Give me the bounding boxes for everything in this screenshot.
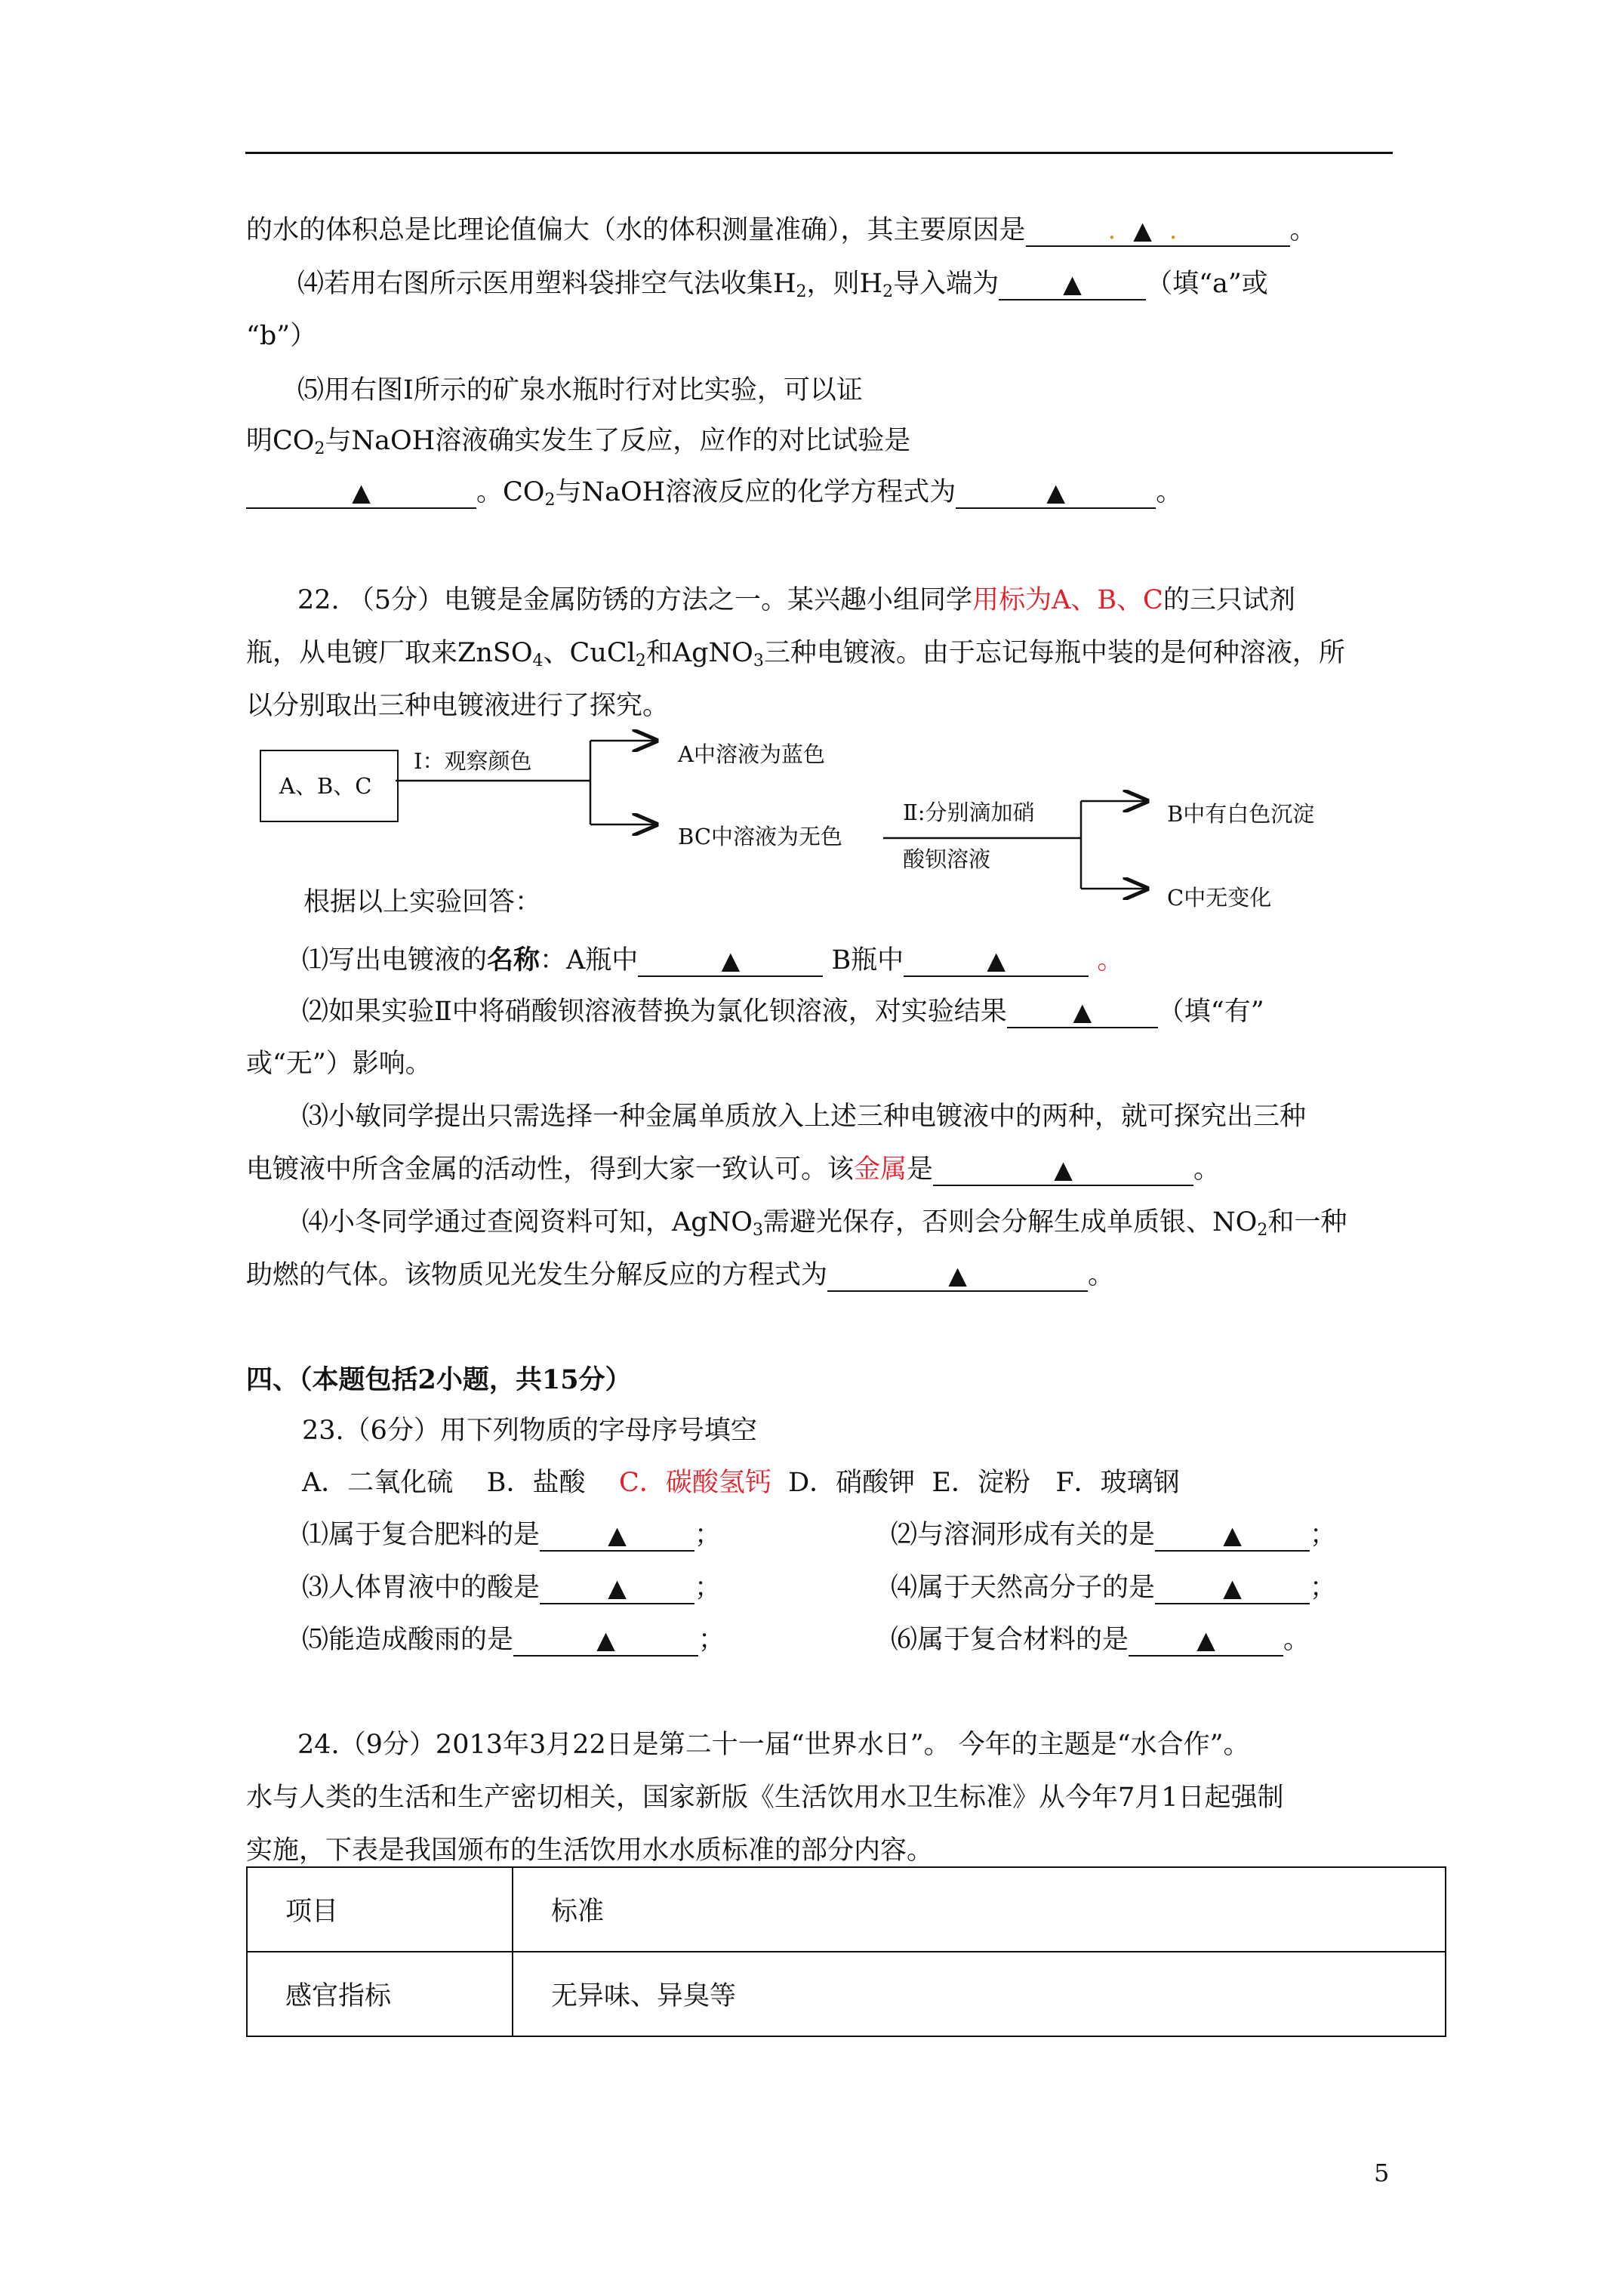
q23-3: ⑶人体胃液中的酸是 ▲ ； [302, 1573, 722, 1603]
table-header-cell: 标准 [513, 1867, 1446, 1952]
q21-5-line3: ▲ 。$CO_2$与NaOH溶液反应的化学方程式为 ▲ 。 [246, 479, 1182, 509]
answer-intro: 根据以上实验回答： [303, 887, 542, 917]
answer-blank[interactable]: ▲ [540, 1522, 694, 1552]
flow-step2-line2: 酸钡溶液 [903, 846, 991, 872]
page-number: 5 [1374, 2159, 1390, 2187]
q22-4-cont: 助燃的气体。该物质见光发生分解反应的方程式为 ▲ 。 [246, 1260, 1115, 1290]
q21-3-tail: 的水的体积总是比理论值偏大（水的体积测量准确），其主要原因是 . ▲ . 。 [246, 215, 1317, 245]
answer-blank[interactable]: ▲ [933, 1157, 1193, 1186]
flow-result-a: A中溶液为蓝色 [678, 741, 825, 767]
answer-blank[interactable]: ▲ [246, 479, 476, 509]
q23-2: ⑵与溶洞形成有关的是 ▲ ； [891, 1520, 1337, 1550]
option-f: F．玻璃钢 [1055, 1468, 1180, 1498]
table-header-row [247, 1867, 1446, 1952]
flow-step1-label: Ⅰ：观察颜色 [414, 748, 532, 774]
q23-options [302, 1470, 1180, 1496]
q22-3: ⑶小敏同学提出只需选择一种金属单质放入上述三种电镀液中的两种，就可探究出三种 [302, 1102, 1307, 1132]
q22-stem: 22. （5分）电镀是金属防锈的方法之一。某兴趣小组同学用标为A、B、C的三只试剂 [297, 585, 1295, 615]
answer-blank[interactable]: ▲ [513, 1627, 698, 1657]
table-cell: 无异味、异臭等 [513, 1952, 1446, 2036]
answer-blank[interactable]: ▲ [904, 948, 1089, 977]
q24-stem: 24.（9分）2013年3月22日是第二十一届“世界水日”。 今年的主题是“水合作”。 [297, 1730, 1250, 1760]
answer-blank[interactable]: ▲ [1129, 1627, 1283, 1657]
q21-4-cont: “b”） [246, 321, 317, 351]
q22-stem-3: 以分别取出三种电镀液进行了探究。 [246, 691, 670, 721]
table-row [247, 1952, 1446, 2036]
q22-2: ⑵如果实验Ⅱ中将硝酸钡溶液替换为氯化钡溶液，对实验结果 ▲ （填“有” [302, 997, 1264, 1027]
table-cell: 感官指标 [247, 1952, 513, 2036]
q23-6: ⑹属于复合材料的是 ▲ 。 [891, 1625, 1310, 1655]
q23-stem: 23.（6分）用下列物质的字母序号填空 [302, 1416, 757, 1446]
q22-3-cont: 电镀液中所含金属的活动性，得到大家一致认可。该金属是 ▲ 。 [246, 1154, 1221, 1185]
option-a: A．二氧化硫 [302, 1468, 454, 1498]
q23-4: ⑷属于天然高分子的是 ▲ ； [891, 1573, 1337, 1603]
q24-stem-3: 实施，下表是我国颁布的生活饮用水水质标准的部分内容。 [246, 1835, 934, 1866]
option-c: C．碳酸氢钙 [619, 1468, 771, 1498]
option-d: D．硝酸钾 [788, 1468, 916, 1498]
answer-blank[interactable]: ▲ [540, 1575, 694, 1604]
q21-5-line2: 明$CO_2$与NaOH溶液确实发生了反应，应作的对比试验是 [246, 426, 911, 458]
flow-result-b: B中有白色沉淀 [1167, 801, 1315, 827]
option-e: E．淀粉 [932, 1468, 1030, 1498]
q21-4: ⑷若用右图所示医用塑料袋排空气法收集$H_2$，则$H_2$导入端为 ▲ （填“a”或 [297, 269, 1268, 301]
flow-result-c: C中无变化 [1167, 885, 1272, 911]
answer-blank[interactable]: ▲ [1155, 1575, 1310, 1604]
q22-2-cont: 或“无”）影响。 [246, 1049, 432, 1079]
answer-blank[interactable]: ▲ [1007, 999, 1158, 1028]
q23-1: ⑴属于复合肥料的是 ▲ ； [302, 1520, 722, 1550]
q22-stem-2: 瓶，从电镀厂取来ZnSO$_4$、CuCl$_2$和AgNO$_3$三种电镀液。由于忘记每瓶中装的是何种溶液，所 [246, 638, 1345, 670]
option-b: B．盐酸 [486, 1468, 586, 1498]
answer-blank[interactable]: ▲ [827, 1262, 1088, 1292]
answer-blank[interactable]: . ▲ . [1026, 217, 1290, 247]
flow-start-label: A、B、C [279, 773, 372, 799]
answer-blank[interactable]: ▲ [638, 948, 823, 977]
q24-stem-2: 水与人类的生活和生产密切相关，国家新版《生活饮用水卫生标准》从今年7月1日起强制 [246, 1783, 1284, 1813]
table-header-cell: 项目 [247, 1867, 513, 1952]
answer-blank[interactable]: ▲ [1155, 1522, 1310, 1552]
answer-blank[interactable]: ▲ [956, 479, 1156, 509]
answer-blank[interactable]: ▲ [999, 271, 1146, 300]
q22-4: ⑷小冬同学通过查阅资料可知，AgNO$_3$需避光保存，否则会分解生成单质银、$NO_2$和一种 [302, 1207, 1347, 1240]
flow-result-bc: BC中溶液为无色 [678, 824, 843, 849]
flow-step2-line1: Ⅱ:分别滴加硝 [903, 800, 1035, 825]
flow-arrows [0, 0, 1623, 982]
section-4-title: 四、（本题包括2小题，共15分） [246, 1364, 632, 1395]
q22-1: ⑴写出电镀液的名称：A瓶中 ▲ B瓶中 ▲ 。 [302, 945, 1124, 975]
water-standard-table [246, 1866, 1446, 2037]
q23-5: ⑸能造成酸雨的是 ▲ ； [302, 1625, 725, 1655]
q21-5: ⑸用右图Ⅰ所示的矿泉水瓶时行对比实验，可以证 [297, 375, 863, 405]
